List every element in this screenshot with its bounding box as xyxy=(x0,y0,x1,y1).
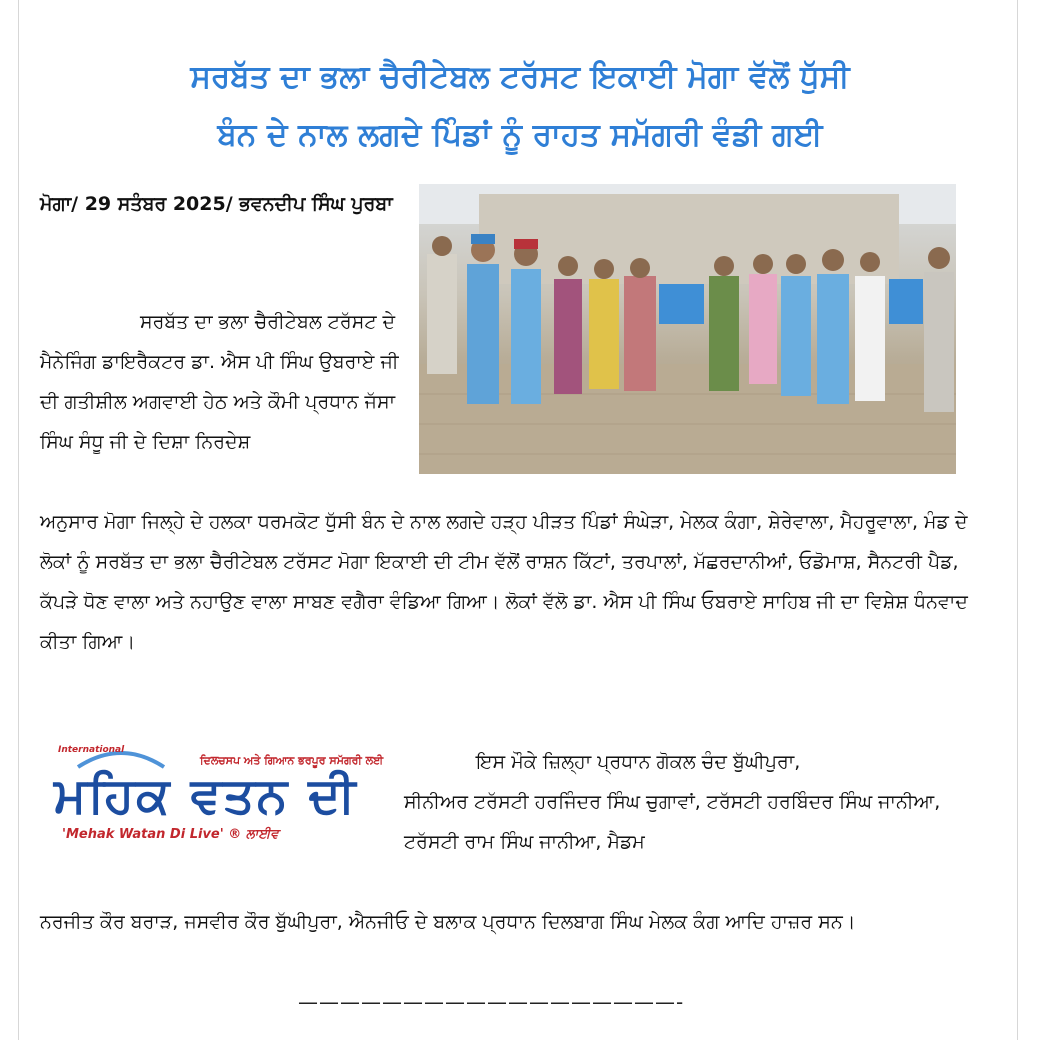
paragraph-1-continued: ਅਨੁਸਾਰ ਮੋਗਾ ਜਿਲ੍ਹੇ ਦੇ ਹਲਕਾ ਧਰਮਕੋਟ ਧੁੱਸੀ ਬੰਨ ਦੇ ਨਾਲ ਲਗਦੇ ਹੜ੍ਹ ਪੀੜਤ ਪਿੰਡਾਂ ਸੰਘੇੜਾ, ਮੇਲਕ ਕੰਗਾ, ਸ਼ੇਰੇਵਾਲਾ, ਮੈਹਰੂਵਾਲਾ, ਮੰਡ ਦੇ ਲੋਕਾਂ ਨੂੰ ਸਰਬੱਤ ਦਾ ਭਲਾ ਚੈਰੀਟੇਬਲ ਟਰੱਸਟ ਮੋਗਾ ਇਕਾਈ ਦੀ ਟੀਮ ਵੱਲੋਂ ਰਾਸ਼ਨ ਕਿੱਟਾਂ, ਤਰਪਾਲਾਂ, ਮੱਛਰਦਾਨੀਆਂ, ਓਡੋਮਾਸ਼, ਸੈਨਟਰੀ ਪੈਡ, ਕੱਪੜੇ ਧੋਣ ਵਾਲਾ ਅਤੇ ਨਹਾਉਣ ਵਾਲਾ ਸਾਬਣ ਵਗੈਰਾ ਵੰਡਿਆ ਗਿਆ। ਲੋਕਾਂ ਵੱਲੋ ਡਾ. ਐਸ ਪੀ ਸਿੰਘ ਓਬਰਾਏ ਸਾਹਿਬ ਜੀ ਦਾ ਵਿਸ਼ੇਸ਼ ਧੰਨਵਾਦ ਕੀਤਾ ਗਿਆ। xyxy=(40,511,968,653)
end-separator: ——————————————————- xyxy=(298,990,685,1014)
logo-english-name: 'Mehak Watan Di Live' ® ਲਾਈਵ xyxy=(62,827,279,842)
logo-wordmark: ਮਹਿਕ ਵਤਨ ਦੀ xyxy=(54,767,358,824)
logo-badge: International xyxy=(58,745,125,755)
headline-line-1: ਸਰਬੱਤ ਦਾ ਭਲਾ ਚੈਰੀਟੇਬਲ ਟਰੱਸਟ ਇਕਾਈ ਮੋਗਾ ਵੱਲੋਂ ਧੁੱਸੀ xyxy=(190,59,850,95)
headline xyxy=(40,48,1000,164)
dateline: ਮੋਗਾ/ 29 ਸਤੰਬਰ 2025/ ਭਵਨਦੀਪ ਸਿੰਘ ਪੁਰਬਾ xyxy=(40,193,393,215)
group-photo-illustration xyxy=(419,184,956,474)
headline-line-2: ਬੰਨ ਦੇ ਨਾਲ ਲਗਦੇ ਪਿੰਡਾਂ ਨੂੰ ਰਾਹਤ ਸਮੱਗਰੀ ਵੰਡੀ ਗਈ xyxy=(217,117,823,153)
news-photo xyxy=(419,184,956,474)
logo-tagline: ਦਿਲਚਸਪ ਅਤੇ ਗਿਆਨ ਭਰਪੂਰ ਸਮੱਗਰੀ ਲਈ xyxy=(200,754,384,767)
mehak-watan-di-logo xyxy=(50,745,395,845)
paragraph-2-end: ਨਰਜੀਤ ਕੌਰ ਬਰਾੜ, ਜਸਵੀਰ ਕੌਰ ਬੁੱਘੀਪੁਰਾ, ਐਨਜੀਓ ਦੇ ਬਲਾਕ ਪ੍ਰਧਾਨ ਦਿਲਬਾਗ ਸਿੰਘ ਮੇਲਕ ਕੰਗ ਆਦਿ ਹਾਜ਼ਰ ਸਨ। xyxy=(40,911,856,933)
paragraph-2-opening: ਇਸ ਮੌਕੇ ਜ਼ਿਲ੍ਹਾ ਪ੍ਰਧਾਨ ਗੋਕਲ ਚੰਦ ਬੁੱਘੀਪੁਰਾ, xyxy=(476,751,801,773)
paragraph-1-intro: ਸਰਬੱਤ ਦਾ ਭਲਾ ਚੈਰੀਟੇਬਲ ਟਰੱਸਟ ਦੇ ਮੈਨੇਜਿੰਗ ਡਾਇਰੈਕਟਰ ਡਾ. ਐਸ ਪੀ ਸਿੰਘ ਉਬਰਾਏ ਜੀ ਦੀ ਗਤੀਸ਼ੀਲ ਅਗਵਾਈ ਹੇਠ ਅਤੇ ਕੌਮੀ ਪ੍ਰਧਾਨ ਜੱਸਾ ਸਿੰਘ ਸੰਧੂ ਜੀ ਦੇ ਦਿਸ਼ਾ ਨਿਰਦੇਸ਼ xyxy=(40,311,399,453)
paragraph-2-middle: ਸੀਨੀਅਰ ਟਰੱਸਟੀ ਹਰਜਿੰਦਰ ਸਿੰਘ ਚੁਗਾਵਾਂ, ਟਰੱਸਟੀ ਹਰਬਿੰਦਰ ਸਿੰਘ ਜਾਨੀਆ, ਟਰੱਸਟੀ ਰਾਮ ਸਿੰਘ ਜਾਨੀਆ, ਮੈਡਮ xyxy=(404,791,941,853)
